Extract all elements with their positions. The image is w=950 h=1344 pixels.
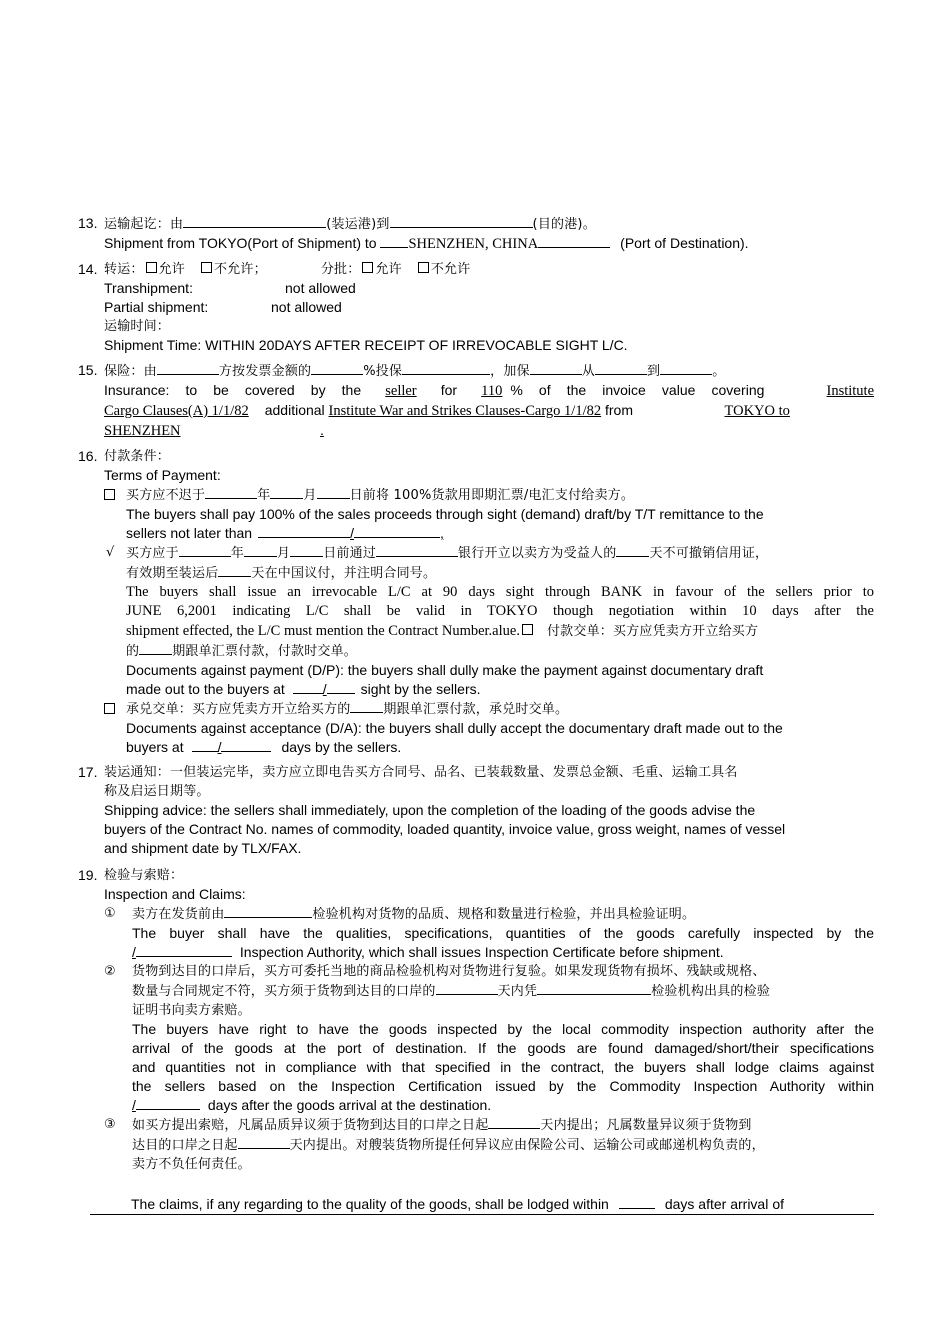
item-en: The buyer shall have the qualities, specifications, quantities of the goods carefully inspected by the: [132, 925, 874, 941]
insurance-en-line-2: [104, 401, 874, 421]
text: sight by the sellers.: [360, 681, 481, 697]
claims-last-line: [90, 1195, 874, 1215]
partial-shipment-line: [104, 298, 874, 317]
text: 期跟单汇票付款，付款时交单。: [172, 644, 358, 659]
option-cn: [126, 563, 874, 583]
payment-title-cn: 付款条件：: [104, 449, 171, 464]
transhipment-line: [104, 279, 874, 298]
text: 有效期至装运后: [126, 566, 219, 581]
option-en: [126, 738, 874, 757]
insurance-en-line-3: [104, 421, 874, 441]
item-en: the sellers based on the Inspection Certification issued by the Commodity Inspection Authority within: [132, 1078, 874, 1094]
checkbox[interactable]: [418, 262, 429, 273]
option-en: JUNE 6,2001 indicating L/C shall be valid in TOKYO though negotiation within 10 days after the: [126, 603, 874, 619]
inspection-item-2: [104, 962, 874, 1115]
text: 允许: [375, 262, 402, 277]
text: 月: [303, 488, 317, 503]
shipping-advice-en: Shipping advice: the sellers shall immediately, upon the completion of the loading of the goods advise the: [104, 802, 756, 818]
text: 。: [712, 364, 726, 379]
item-cn: [132, 1135, 874, 1155]
checkbox[interactable]: [104, 703, 115, 714]
checkbox[interactable]: [522, 624, 533, 635]
blank-field[interactable]: [530, 361, 582, 375]
text: Insurance: to be covered by the: [104, 382, 362, 398]
clause-13: [78, 214, 874, 254]
text: 从: [581, 364, 595, 379]
inspection-item-1: [104, 904, 874, 962]
blank-field[interactable]: [179, 543, 231, 557]
blank-field[interactable]: [311, 361, 363, 375]
blank-field: [380, 234, 408, 248]
blank-field[interactable]: [258, 524, 350, 538]
blank-field[interactable]: [402, 361, 490, 375]
text: (Port of Destination).: [620, 235, 749, 251]
payment-option-lc: [104, 543, 874, 699]
option-cn: [126, 699, 874, 719]
text: The claims, if any regarding to the quality of the goods, shall be lodged within: [131, 1196, 609, 1212]
insurance-en-line-1: [104, 381, 874, 401]
option-cn: [126, 485, 874, 505]
blank-field[interactable]: [616, 543, 649, 557]
item-cn: 证明书向卖方索赔。: [132, 1003, 251, 1018]
checkbox[interactable]: [146, 262, 157, 273]
text: for: [440, 382, 458, 398]
payment-option-da: [104, 699, 874, 757]
text: days by the sellers.: [281, 739, 402, 755]
blank-field[interactable]: [293, 680, 323, 694]
text: 保险：由: [104, 364, 157, 379]
item-en: arrival of the goods at the port of destination. If the goods are found damaged/short/their specifications: [132, 1040, 874, 1056]
option-en: The buyers shall pay 100% of the sales proceeds through sight (demand) draft/by T/T remittance to the: [126, 506, 764, 522]
text: (目的港)。: [532, 217, 596, 232]
text: 年: [257, 488, 271, 503]
option-cn: [126, 641, 874, 661]
shipment-time-cn: 运输时间：: [104, 319, 171, 334]
text: 转运：: [104, 262, 144, 277]
text: 付款交单：买方应凭卖方开立给买方: [546, 624, 759, 639]
text: sellers not later than: [126, 525, 253, 541]
clause-number: 14.: [78, 261, 98, 277]
clause-number: 16.: [78, 448, 98, 464]
blank-field[interactable]: [205, 485, 257, 499]
text: 检验机构出具的检验: [651, 984, 771, 999]
blank-field[interactable]: [376, 543, 458, 557]
text: shipment effected, the L/C must mention the Contract Number.alue.: [126, 623, 520, 639]
option-en: Documents against acceptance (D/A): the buyers shall dully accept the documentary draft made out to the: [126, 720, 783, 736]
text: 天内提出；凡属数量异议须于货物到: [540, 1118, 752, 1133]
blank-field[interactable]: [317, 485, 350, 499]
text: 不允许: [430, 262, 471, 277]
text: /: [132, 944, 136, 960]
transhipment-cn-line: [104, 260, 874, 279]
shipping-advice-cn: 称及启运日期等。: [104, 784, 210, 799]
shipment-cn-line: [104, 214, 874, 234]
text: 日前通过: [323, 546, 377, 561]
shipping-advice-cn: 装运通知：一但装运完毕，卖方应立即电告买方合同号、品名、已装载数量、发票总金额、毛重、运输工具名: [104, 765, 738, 780]
option-en: [126, 621, 874, 641]
text: 检验机构对货物的品质、规格和数量进行检验，并出具检验证明。: [312, 907, 696, 922]
text: made out to the buyers at: [126, 681, 285, 697]
clause-number: 19.: [78, 867, 98, 883]
blank-field[interactable]: [136, 1096, 200, 1110]
blank-field[interactable]: [157, 361, 219, 375]
insurance-percent: 110: [481, 383, 503, 399]
item-cn: [132, 904, 874, 924]
text: Partial shipment:: [104, 299, 209, 315]
blank-field[interactable]: [244, 543, 277, 557]
clause-14: [78, 260, 874, 355]
text: 不允许；: [214, 262, 267, 277]
insurance-clause: Institute: [826, 383, 875, 399]
text: 数量与合同规定不符，买方须于货物到达目的口岸的: [132, 984, 436, 999]
text: /: [132, 1097, 136, 1113]
text: buyers at: [126, 739, 184, 755]
text: /: [217, 739, 222, 755]
check-mark-icon[interactable]: √: [106, 545, 115, 560]
item-marker: ①: [104, 906, 116, 921]
clause-number: 17.: [78, 764, 98, 780]
blank-field[interactable]: [537, 981, 651, 995]
additional-clause: Institute War and Strikes Clauses-Cargo 1/1/82: [328, 403, 602, 419]
text: Transhipment:: [104, 280, 193, 296]
insurance-route: SHENZHEN: [104, 423, 181, 439]
text: ，加保: [490, 364, 530, 379]
inspection-title-cn: 检验与索赔：: [104, 868, 184, 883]
text: 的: [126, 644, 140, 659]
payment-title: Terms of Payment:: [104, 467, 221, 483]
text: 达目的口岸之日起: [132, 1138, 238, 1153]
item-marker: ②: [104, 964, 116, 979]
blank-field[interactable]: [139, 641, 172, 655]
shipping-advice-en: buyers of the Contract No. names of commodity, loaded quantity, invoice value, gross weight, names of vessel: [104, 821, 786, 837]
item-cn: 货物到达目的口岸后，买方可委托当地的商品检验机构对货物进行复验。如果发现货物有损坏、残缺或规格、: [132, 964, 766, 979]
text: 到: [646, 364, 661, 379]
text: 运输起讫：由: [104, 217, 184, 232]
blank-field[interactable]: [619, 1195, 655, 1209]
text: (装运港)到: [326, 217, 390, 232]
item-en: [132, 943, 874, 962]
blank-field[interactable]: [436, 981, 498, 995]
item-cn: [132, 981, 874, 1001]
clause-number: 15.: [78, 362, 98, 378]
item-cn: 卖方不负任何责任。: [132, 1157, 251, 1172]
blank-field: [538, 234, 610, 248]
insurance-cn-line: [104, 361, 874, 381]
blank-field[interactable]: [136, 943, 232, 957]
shipment-en-line: [104, 234, 874, 254]
text: 天内凭: [497, 984, 538, 999]
text: .: [320, 422, 324, 438]
item-en: The buyers have right to have the goods inspected by the local commodity inspection authority after the: [132, 1021, 874, 1037]
text: 年: [230, 546, 245, 561]
text: %投保: [363, 364, 403, 379]
text: 如买方提出索赔，凡属品质异议须于货物到达目的口岸之日起: [132, 1118, 489, 1133]
clause-19: [78, 866, 874, 1174]
blank-field[interactable]: [183, 214, 326, 228]
text: days after arrival: [664, 1196, 769, 1212]
insurance-route: TOKYO to: [724, 403, 790, 419]
option-en: The buyers shall issue an irrevocable L/C at 90 days sight through BANK in favour of the sellers prior to: [126, 584, 874, 600]
text: Inspection Authority, which shall issues Inspection Certificate before shipment.: [239, 944, 724, 960]
blank-field[interactable]: [224, 904, 312, 918]
text: 允许: [158, 262, 186, 277]
text: Shipment from TOKYO(Port of Shipment) to: [104, 235, 381, 251]
blank-field[interactable]: [221, 738, 271, 752]
partial-shipment-value: not allowed: [271, 299, 342, 315]
option-en: Documents against payment (D/P): the buyers shall dully make the payment against documentary draft: [126, 662, 764, 678]
text: ,: [439, 525, 444, 541]
text: 银行开立以卖方为受益人的: [458, 546, 617, 561]
checkbox[interactable]: [201, 262, 212, 273]
text: % of the invoice value covering: [510, 382, 765, 398]
blank-field[interactable]: [350, 699, 383, 713]
blank-field[interactable]: [238, 1135, 290, 1149]
text: from: [605, 402, 633, 418]
text: 天不可撤销信用证，: [649, 546, 769, 561]
text: /: [350, 525, 354, 541]
option-en: [126, 524, 874, 543]
blank-field[interactable]: [354, 524, 440, 538]
clause-15: [78, 361, 874, 441]
blank-field[interactable]: [488, 1115, 540, 1129]
text: 日前将 100%货款用即期汇票/电汇支付给卖方。: [349, 488, 635, 503]
checkbox[interactable]: [362, 262, 373, 273]
inspection-title: Inspection and Claims:: [104, 886, 246, 902]
item-cn: [132, 1115, 874, 1135]
text: 分批：: [320, 262, 361, 277]
inspection-item-3: [104, 1115, 874, 1174]
text: 承兑交单：买方应凭卖方开立给买方的: [126, 702, 351, 717]
text: of: [772, 1196, 785, 1212]
payment-option-tt: [104, 485, 874, 543]
blank-field[interactable]: [660, 361, 712, 375]
text: 卖方在发货前由: [132, 907, 225, 922]
insured-by: seller: [385, 383, 417, 399]
item-marker: ③: [104, 1117, 116, 1132]
text: days after the goods arrival at the destination.: [207, 1097, 492, 1113]
shipment-time: Shipment Time: WITHIN 20DAYS AFTER RECEIPT OF IRREVOCABLE SIGHT L/C.: [104, 337, 628, 353]
clause-number: 13.: [78, 215, 98, 231]
checkbox[interactable]: [104, 489, 115, 500]
item-en: [132, 1096, 874, 1115]
contract-document: [78, 214, 874, 1180]
blank-field[interactable]: [290, 543, 323, 557]
text: /: [322, 681, 327, 697]
destination-port: SHENZHEN, CHINA: [408, 236, 539, 252]
blank-field[interactable]: [192, 738, 218, 752]
blank-field[interactable]: [327, 680, 355, 694]
shipping-advice-en: and shipment date by TLX/FAX.: [104, 840, 302, 856]
transhipment-value: not allowed: [285, 280, 356, 296]
text: 买方应于: [126, 546, 179, 561]
clause-17: [78, 763, 874, 858]
blank-field[interactable]: [218, 563, 251, 577]
text: 买方应不迟于: [126, 488, 206, 503]
blank-field[interactable]: [595, 361, 647, 375]
insurance-clause: Cargo Clauses(A) 1/1/82: [104, 403, 249, 419]
text: additional: [264, 402, 325, 418]
text: 天在中国议付，并注明合同号。: [251, 566, 437, 581]
text: 月: [277, 546, 291, 561]
blank-field[interactable]: [270, 485, 303, 499]
text: 方按发票金额的: [218, 364, 312, 379]
option-cn: [126, 543, 874, 563]
text: 期跟单汇票付款，承兑时交单。: [383, 702, 569, 717]
clause-16: [78, 447, 874, 757]
item-en: and quantities not in compliance with that specified in the contract, the buyers shall lodge claims against: [132, 1059, 874, 1075]
text: 天内提出。对艘装货物所提任何异议应由保险公司、运输公司或邮递机构负责的，: [289, 1138, 765, 1153]
blank-field[interactable]: [390, 214, 533, 228]
option-en: [126, 680, 874, 699]
